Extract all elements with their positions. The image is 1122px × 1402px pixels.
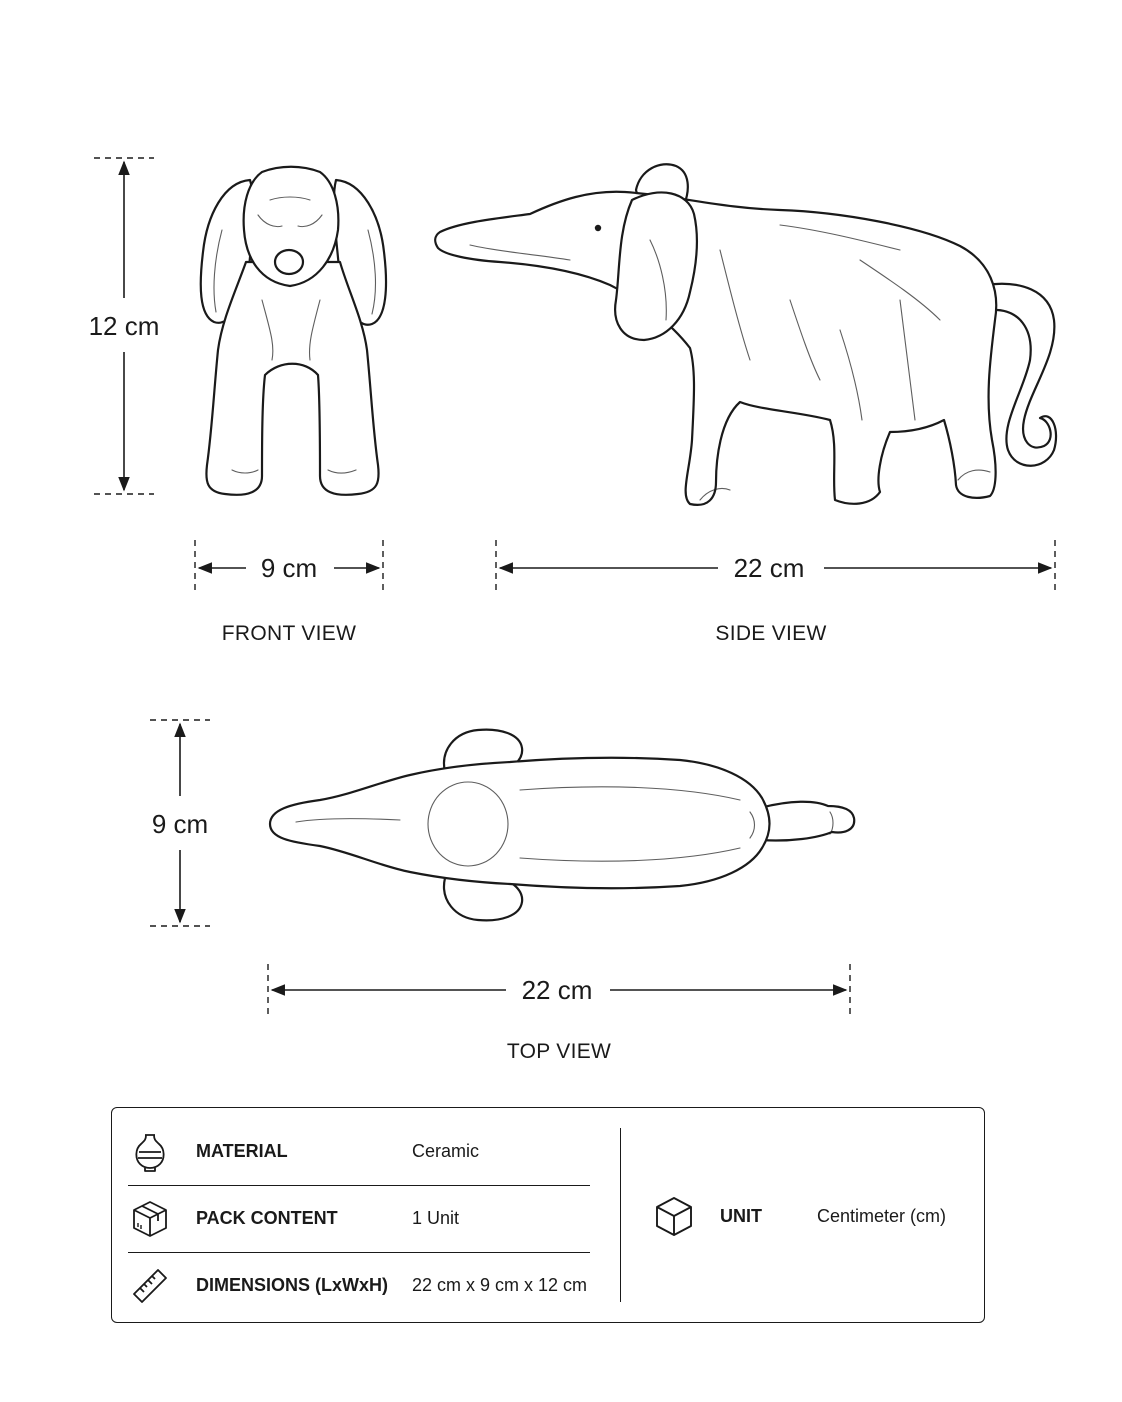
spec-row-dimensions bbox=[128, 1252, 590, 1319]
front-height-dimension bbox=[89, 158, 160, 494]
material-key: MATERIAL bbox=[196, 1141, 288, 1161]
cube-icon bbox=[652, 1194, 696, 1238]
side-length-dimension bbox=[496, 540, 1055, 592]
dimensions-value: 22 cm x 9 cm x 12 cm bbox=[412, 1275, 588, 1295]
spec-row-material bbox=[128, 1118, 590, 1186]
top-width-label: 9 cm bbox=[151, 809, 209, 839]
vase-icon bbox=[128, 1130, 172, 1174]
top-length-dimension bbox=[268, 964, 850, 1016]
front-height-label: 12 cm bbox=[88, 311, 160, 341]
top-width-dimension bbox=[150, 720, 210, 926]
top-view-drawing bbox=[270, 730, 854, 921]
material-value: Ceramic bbox=[412, 1141, 480, 1161]
spec-divider bbox=[620, 1128, 621, 1302]
dimensions-key: DIMENSIONS (LxWxH) bbox=[196, 1275, 389, 1295]
unit-key: UNIT bbox=[720, 1205, 762, 1226]
pack-content-value: 1 Unit bbox=[412, 1208, 460, 1228]
front-width-label: 9 cm bbox=[260, 553, 318, 583]
side-length-label: 22 cm bbox=[733, 553, 805, 583]
top-length-label: 22 cm bbox=[521, 975, 593, 1005]
top-view-label: TOP VIEW bbox=[506, 1040, 612, 1063]
spec-row-pack-content bbox=[128, 1185, 590, 1253]
pack-content-key: PACK CONTENT bbox=[196, 1208, 338, 1228]
front-view-label: FRONT VIEW bbox=[221, 622, 357, 645]
box-icon bbox=[128, 1197, 172, 1241]
unit-value: Centimeter (cm) bbox=[817, 1205, 947, 1226]
ruler-icon bbox=[128, 1264, 172, 1308]
spec-row-unit bbox=[652, 1188, 972, 1244]
spec-table bbox=[111, 1107, 985, 1323]
front-width-dimension bbox=[195, 540, 383, 592]
front-view-drawing bbox=[201, 167, 386, 495]
side-view-drawing bbox=[435, 164, 1056, 505]
side-view-label: SIDE VIEW bbox=[715, 622, 827, 645]
